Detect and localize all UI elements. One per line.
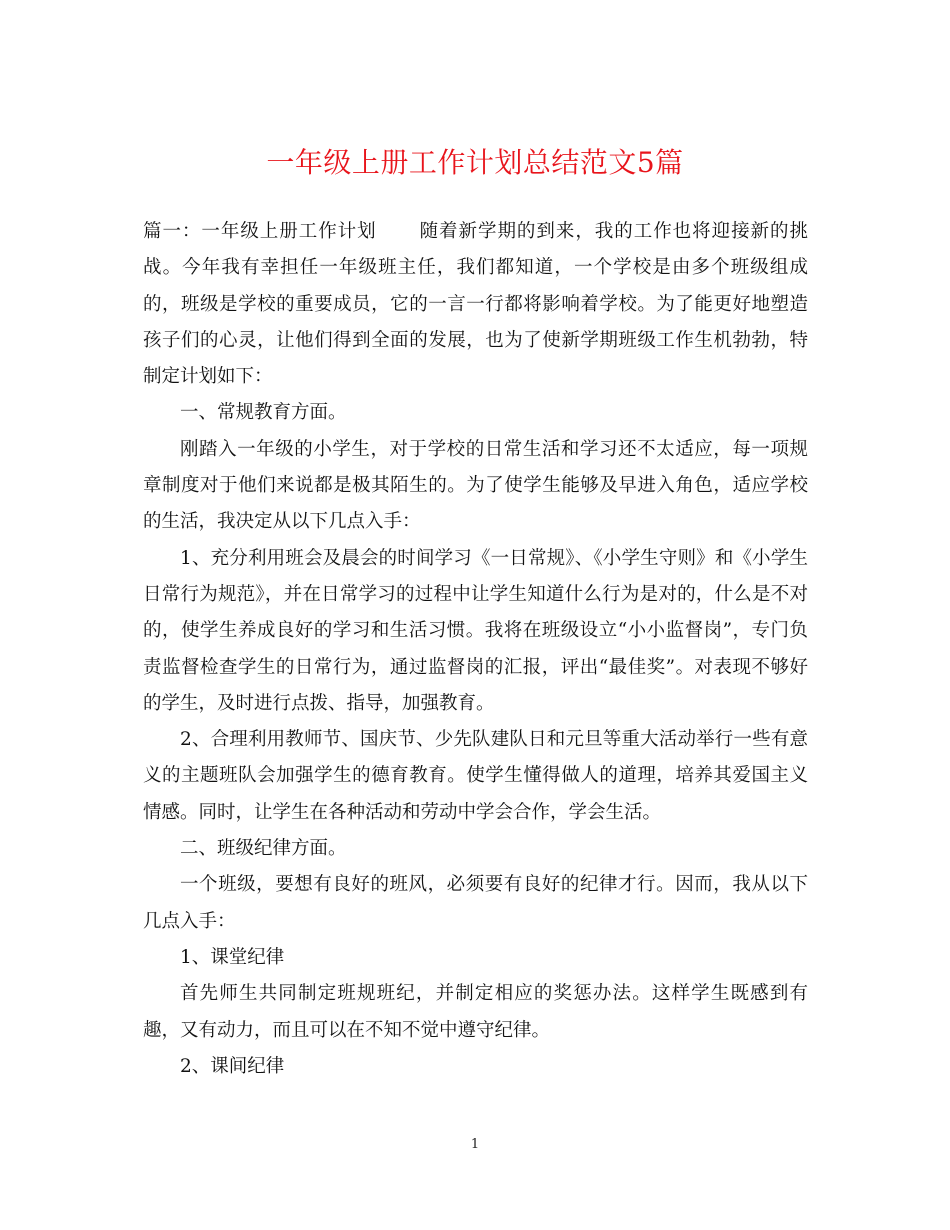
intro-paragraph bbox=[143, 214, 808, 395]
body-paragraph: 1、充分利用班会及晨会的时间学习《一日常规》、《小学生守则》和《小学生日常行为规范》，并在日常学习的过程中让学生知道什么行为是对的，什么是不对的，使学生养成良好的学习和生活习惯。我将在班级设立“小小监督岗”，专门负责监督检查学生的日常行为，通过监督岗的汇报，评出“最佳奖”。对表现不够好的学生，及时进行点拨、指导，加强教育。 bbox=[143, 547, 808, 714]
body-paragraph: 刚踏入一年级的小学生，对于学校的日常生活和学习还不太适应，每一项规章制度对于他们来说都是极其陌生的。为了使学生能够及早进入角色，适应学校的生活，我决定从以下几点入手： bbox=[143, 438, 808, 533]
subheading-routine-education: 一、常规教育方面。 bbox=[180, 402, 347, 424]
page-number: 1 bbox=[470, 1137, 480, 1152]
document-body bbox=[143, 214, 808, 1085]
intro-text: 随着新学期的到来，我的工作也将迎接新的挑战。今年我有幸担任一年级班主任，我们都知道，一个学校是由多个班级组成的，班级是学校的重要成员，它的一言一行都将影响着学校。为了能更好地塑造孩子们的心灵，让他们得到全面的发展，也为了使新学期班级工作生机勃勃，特制定计划如下： bbox=[143, 221, 808, 388]
body-paragraph: 首先师生共同制定班规班纪，并制定相应的奖惩办法。这样学生既感到有趣，又有动力，而且可以在不知不觉中遵守纪律。 bbox=[143, 983, 808, 1041]
section-heading: 篇一：一年级上册工作计划 bbox=[143, 221, 377, 242]
body-paragraph: 2、合理利用教师节、国庆节、少先队建队日和元旦等重大活动举行一些有意义的主题班队会加强学生的德育教育。使学生懂得做人的道理，培养其爱国主义情感。同时，让学生在各种活动和劳动中学会合作，学会生活。 bbox=[143, 729, 808, 823]
body-paragraph: 一个班级，要想有良好的班风，必须要有良好的纪律才行。因而，我从以下几点入手： bbox=[143, 874, 808, 932]
subheading-break-discipline: 2、课间纪律 bbox=[180, 1055, 285, 1077]
subheading-class-discipline: 二、班级纪律方面。 bbox=[180, 838, 347, 860]
subheading-classroom-discipline: 1、课堂纪律 bbox=[180, 946, 285, 968]
document-title: 一年级上册工作计划总结范文5篇 bbox=[266, 146, 684, 179]
